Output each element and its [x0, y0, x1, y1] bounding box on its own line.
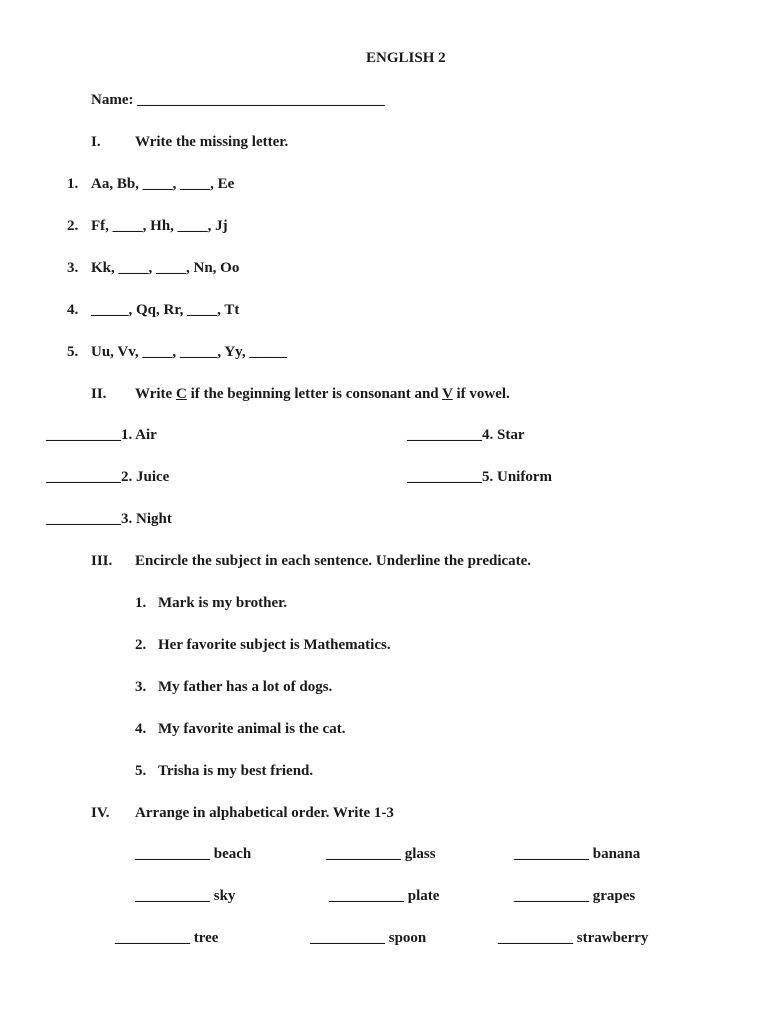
s3-item-3-text[interactable]: My father has a lot of dogs. [158, 679, 333, 695]
instruction-part-1: Write [135, 386, 176, 402]
s2-item-star[interactable]: __________4. Star [407, 427, 525, 443]
instruction-part-2: if the beginning letter is consonant and [186, 386, 443, 402]
s4-item-spoon[interactable]: __________ spoon [310, 930, 427, 946]
s1-item-4-text[interactable]: _____, Qq, Rr, ____, Tt [91, 302, 240, 318]
section-4-instruction: Arrange in alphabetical order. Write 1-3 [135, 805, 394, 821]
s3-item-4-number: 4. [135, 721, 147, 737]
s1-item-5-text[interactable]: Uu, Vv, ____, _____, Yy, _____ [91, 344, 287, 360]
s4-item-grapes[interactable]: __________ grapes [514, 888, 636, 904]
s3-item-1-number: 1. [135, 595, 147, 611]
name-field[interactable]: Name: _________________________________ [91, 92, 385, 108]
s1-item-4-number: 4. [67, 302, 79, 318]
s1-item-5-number: 5. [67, 344, 79, 360]
section-4-numeral: IV. [91, 805, 110, 821]
s3-item-5-text[interactable]: Trisha is my best friend. [158, 763, 314, 779]
s3-item-3-number: 3. [135, 679, 147, 695]
s1-item-2-number: 2. [67, 218, 79, 234]
s4-item-beach[interactable]: __________ beach [135, 846, 252, 862]
section-3-numeral: III. [91, 553, 113, 569]
s2-item-uniform[interactable]: __________5. Uniform [407, 469, 552, 485]
section-1-numeral: I. [91, 134, 101, 150]
s4-item-banana[interactable]: __________ banana [514, 846, 641, 862]
s4-item-strawberry[interactable]: __________ strawberry [498, 930, 649, 946]
s3-item-2-number: 2. [135, 637, 147, 653]
s1-item-1-text[interactable]: Aa, Bb, ____, ____, Ee [91, 176, 235, 192]
s4-item-sky[interactable]: __________ sky [135, 888, 236, 904]
instruction-part-3: if vowel. [452, 386, 510, 402]
s4-item-glass[interactable]: __________ glass [326, 846, 436, 862]
s2-item-air[interactable]: __________1. Air [46, 427, 157, 443]
s2-item-night[interactable]: __________3. Night [46, 511, 172, 527]
vowel-letter: V [442, 386, 453, 402]
s1-item-3-text[interactable]: Kk, ____, ____, Nn, Oo [91, 260, 240, 276]
section-2-numeral: II. [91, 386, 107, 402]
consonant-letter: C [175, 386, 187, 402]
s1-item-3-number: 3. [67, 260, 79, 276]
s1-item-2-text[interactable]: Ff, ____, Hh, ____, Jj [91, 218, 228, 234]
s3-item-2-text[interactable]: Her favorite subject is Mathematics. [158, 637, 391, 653]
s3-item-5-number: 5. [135, 763, 147, 779]
s1-item-1-number: 1. [67, 176, 79, 192]
s3-item-1-text[interactable]: Mark is my brother. [158, 595, 288, 611]
s4-item-tree[interactable]: __________ tree [115, 930, 219, 946]
page-title: ENGLISH 2 [366, 50, 446, 66]
s4-item-plate[interactable]: __________ plate [329, 888, 440, 904]
section-3-instruction: Encircle the subject in each sentence. Underline the predicate. [135, 553, 532, 569]
s2-item-juice[interactable]: __________2. Juice [46, 469, 170, 485]
section-1-instruction: Write the missing letter. [135, 134, 289, 150]
s3-item-4-text[interactable]: My favorite animal is the cat. [158, 721, 346, 737]
section-2-instruction [135, 385, 510, 403]
